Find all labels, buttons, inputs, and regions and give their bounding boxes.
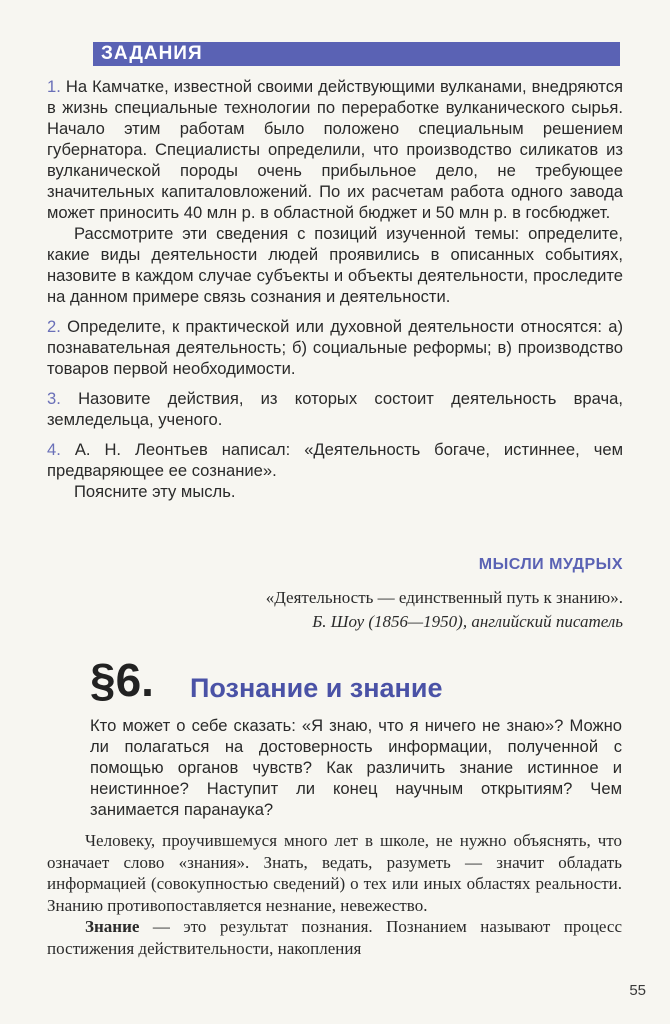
task-number: 3. — [47, 389, 61, 408]
task-1 — [47, 76, 623, 307]
tasks-list — [47, 76, 623, 511]
task-text: Рассмотрите эти сведения с позиций изученной темы: определите, какие виды деятельности людей проявились в описанных событиях, назовите в каждом случае субъекты и объекты деятельности, проследите на данном примере связь сознания и деятельности. — [47, 224, 623, 306]
task-number: 4. — [47, 440, 61, 459]
task-number: 2. — [47, 317, 61, 336]
section-intro — [90, 715, 622, 820]
body-paragraph-2-text: — это результат познания. Познанием называют процесс постижения действительности, накопления — [47, 917, 622, 958]
tasks-header: ЗАДАНИЯ — [93, 42, 620, 66]
page-number: 55 — [629, 982, 646, 999]
task-text: Поясните эту мысль. — [74, 482, 236, 501]
task-text: Определите, к практической или духовной деятельности относятся: а) познавательная деятельность; б) социальные реформы; в) производство товаров первой необходимости. — [47, 317, 623, 378]
body-paragraph-1: Человеку, проучившемуся много лет в школе, не нужно объяснять, что означает слово «знания». Знать, ведать, разуметь — значит обладать информацией (совокупностью сведений) о тех или иных областях реальности. Знанию противопоставляется незнание, невежество. — [47, 831, 622, 915]
section-title: Познание и знание — [190, 673, 443, 703]
quote-heading: МЫСЛИ МУДРЫХ — [478, 556, 623, 573]
task-3 — [47, 388, 623, 430]
intro-text: Кто может о себе сказать: «Я знаю, что я ничего не знаю»? Можно ли полагаться на достоверность информации, полученной с помощью органов чувств? Как различить знание истинное и неистинное? Наступит ли конец научным открытиям? Чем занимается паранаука? — [90, 716, 622, 819]
body-paragraph-2 — [47, 916, 622, 959]
task-2 — [47, 316, 623, 379]
task-text: Назовите действия, из которых состоит деятельность врача, земледельца, ученого. — [47, 389, 623, 429]
quote-author: Б. Шоу (1856—1950), английский писатель — [312, 612, 623, 631]
task-4 — [47, 439, 623, 502]
task-text: На Камчатке, известной своими действующими вулканами, внедряются в жизнь специальные технологии по переработке вулканического сырья. Начало этим работам было положено специальным решением губернатора. Специалисты определили, что производство силикатов из вулканической породы очень прибыльное дело, не требующее значительных капиталовложений. По их расчетам работа одного завода может приносить 40 млн р. в областной бюджет и 50 млн р. в госбюджет. — [47, 77, 623, 222]
term-znanie: Знание — [85, 917, 140, 936]
body-text — [47, 830, 622, 959]
quote-text: «Деятельность — единственный путь к знанию». — [265, 588, 623, 607]
task-number: 1. — [47, 77, 61, 96]
section-number: §6. — [90, 654, 154, 706]
task-text: А. Н. Леонтьев написал: «Деятельность богаче, истиннее, чем предваряющее ее сознание». — [47, 440, 623, 480]
